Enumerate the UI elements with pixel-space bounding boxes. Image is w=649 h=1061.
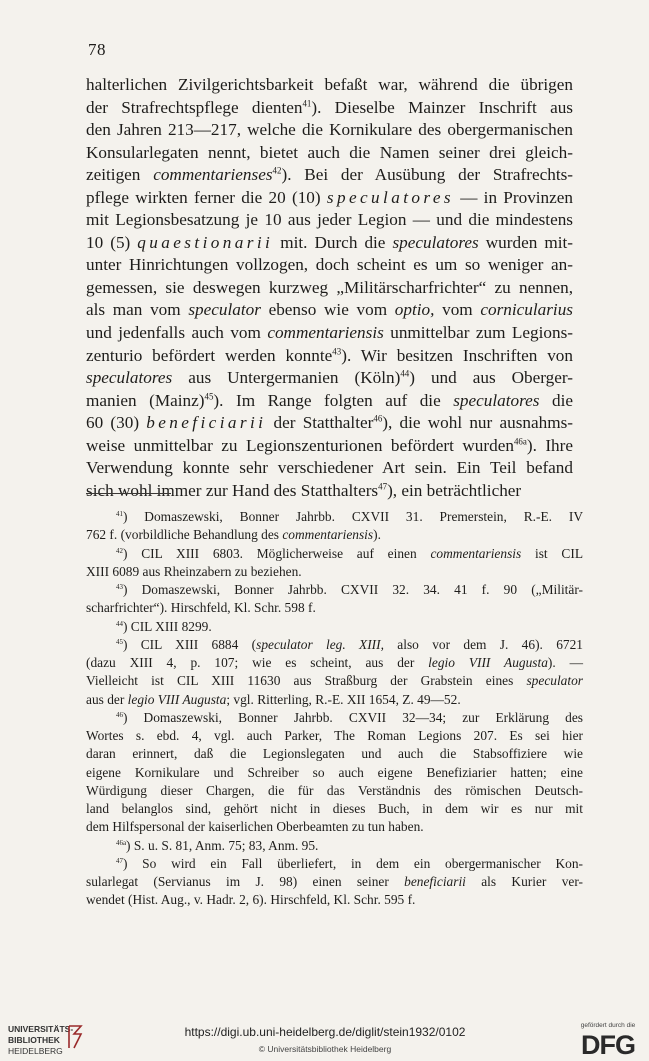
text-segment: mit. Durch die bbox=[273, 232, 393, 252]
text-segment: ) CIL XIII 6803. Möglicherweise auf einen bbox=[122, 545, 431, 561]
text-segment: Konsularlegaten nennt, bietet auch die Namen seiner drei gleich- bbox=[86, 142, 573, 162]
text-segment: halterlichen Zivilgerichtsbarkeit befaßt war, während die übrigen bbox=[86, 75, 573, 94]
text-segment: ), die wohl nur ausnahms- bbox=[382, 413, 573, 433]
text-segment: unmittelbar zum Legions- bbox=[383, 323, 573, 343]
text-segment: land belanglos sind, gehört nicht in dieses Buch, in dem wir es nur mit bbox=[86, 801, 583, 816]
library-logo-text[interactable] bbox=[8, 1024, 73, 1057]
footnote-reference: 46 bbox=[373, 413, 383, 424]
body-text bbox=[86, 74, 573, 502]
body-line bbox=[86, 435, 573, 458]
body-line bbox=[86, 277, 573, 300]
footnote-line bbox=[86, 691, 583, 709]
text-segment: dem Hilfspersonal der kaiserlichen Oberbeamten zu tun haben. bbox=[86, 819, 424, 835]
text-segment: speculatores bbox=[326, 187, 454, 207]
text-segment: 762 f. (vorbildliche Behandlung des bbox=[86, 527, 283, 543]
footnote-line bbox=[86, 545, 583, 563]
text-segment: ) Domaszewski, Bonner Jahrbb. CXVII 32. 34. 41 f. 90 („Militär- bbox=[122, 582, 583, 597]
text-segment: mit Legionsbesatzung je 10 aus jeder Legion — und die mindestens bbox=[86, 210, 573, 230]
text-segment: ) S. u. S. 81, Anm. 75; 83, Anm. 95. bbox=[126, 837, 319, 853]
footnote-line bbox=[86, 818, 583, 836]
footnote-reference: 44 bbox=[116, 619, 123, 628]
body-line bbox=[86, 209, 573, 232]
text-segment: ) CIL XIII 8299. bbox=[122, 618, 212, 634]
footnote-line bbox=[86, 618, 583, 636]
text-segment: ). Im Range folgten auf die bbox=[213, 390, 454, 410]
text-segment: Verwendung konnte sehr verschiedener Art sein. Ein Teil befand bbox=[86, 458, 573, 478]
footnote-reference: 45 bbox=[116, 637, 123, 646]
text-segment: pflege wirkten ferner die 20 (10) bbox=[86, 187, 327, 207]
text-segment: speculatores bbox=[392, 232, 479, 252]
funder-label: gefördert durch die bbox=[580, 1022, 636, 1029]
footnote-line bbox=[86, 727, 583, 745]
text-segment: den Jahren 213—217, welche die Kornikulare des obergermanischen bbox=[86, 120, 573, 140]
text-segment: ) Domaszewski, Bonner Jahrbb. CXVII 32—34; zur Erklärung des bbox=[122, 709, 583, 725]
footnote-reference: 47 bbox=[378, 481, 388, 492]
text-segment: wurden mit- bbox=[478, 232, 573, 252]
body-line bbox=[86, 345, 573, 368]
text-segment: sularlegat (Servianus im J. 98) einen seiner bbox=[86, 874, 405, 889]
footnote-line bbox=[86, 526, 583, 544]
text-segment: wendet (Hist. Aug., v. Hadr. 2, 6). Hirschfeld, Kl. Schr. 595 f. bbox=[86, 892, 416, 908]
text-segment: 60 (30) bbox=[86, 413, 147, 433]
text-segment: weise unmittelbar zu Legionszenturionen befördert wurden bbox=[86, 435, 514, 455]
body-line bbox=[86, 142, 573, 165]
text-segment: aus Untergermanien (Köln) bbox=[172, 368, 401, 388]
text-segment: ). bbox=[373, 527, 381, 543]
footnote-reference: 46a bbox=[513, 436, 527, 447]
footnote-line bbox=[86, 891, 583, 909]
text-segment: ), ein beträchtlicher bbox=[387, 480, 522, 500]
body-line bbox=[86, 74, 573, 97]
footnote-line bbox=[86, 837, 583, 855]
body-line bbox=[86, 97, 573, 120]
text-segment: — in Provinzen bbox=[453, 187, 574, 207]
body-line bbox=[86, 164, 573, 187]
text-segment: als Kurier ver- bbox=[465, 874, 583, 889]
text-segment: und jedenfalls auch vom bbox=[86, 323, 268, 343]
footnote-reference: 41 bbox=[302, 97, 312, 108]
text-segment: daran erinnert, daß die Legionslegaten und auch die Stabsoffiziere wie bbox=[86, 746, 583, 762]
text-segment: ebenso wie vom bbox=[260, 300, 395, 320]
footnote-rule bbox=[86, 493, 171, 494]
text-segment: speculatores bbox=[86, 368, 173, 388]
footnote-reference: 43 bbox=[332, 345, 342, 356]
footnote-line bbox=[86, 855, 583, 873]
text-segment: vom bbox=[434, 300, 481, 320]
text-segment: commentariensis bbox=[282, 527, 374, 543]
footnote-line bbox=[86, 563, 583, 581]
text-segment: Würdigung dieser Chargen, die für das Verständnis des römischen Deutsch- bbox=[86, 782, 583, 798]
digitization-footer bbox=[0, 1012, 649, 1061]
library-line: UNIVERSITÄTS- bbox=[8, 1024, 74, 1034]
footnote-line bbox=[86, 800, 583, 818]
text-segment: beneficiarii bbox=[146, 413, 267, 433]
text-segment: ). Dieselbe Mainzer Inschrift aus bbox=[311, 97, 573, 117]
body-line bbox=[86, 367, 573, 390]
text-segment: eigene Kornikulare und Schreiber so auch eigene Benefiziarier hatten; eine bbox=[86, 764, 583, 780]
text-segment: speculator bbox=[188, 300, 261, 320]
text-segment: der Strafrechtspflege dienten bbox=[86, 97, 303, 117]
copyright-notice: © Universitätsbibliothek Heidelberg bbox=[258, 1044, 392, 1054]
text-segment: optio, bbox=[394, 300, 435, 320]
text-segment: speculator leg. XIII, bbox=[256, 636, 384, 652]
text-segment: gemessen, sie deswegen kurzweg „Militärscharfrichter“ zu nennen, bbox=[86, 277, 573, 297]
text-segment: ist CIL bbox=[521, 545, 583, 561]
text-segment: ). Wir besitzen Inschriften von bbox=[341, 345, 573, 365]
text-segment: Vielleicht ist CIL XIII 11630 aus Straßburg der Grabstein eines bbox=[86, 673, 527, 689]
footnote-line bbox=[86, 745, 583, 763]
body-line bbox=[86, 457, 573, 480]
footnote-line bbox=[86, 654, 583, 672]
text-segment: quaestionarii bbox=[137, 232, 274, 252]
text-segment: commentariensis bbox=[267, 323, 384, 343]
text-segment: die bbox=[539, 390, 574, 410]
footnote-reference: 47 bbox=[116, 856, 123, 865]
text-segment: speculatores bbox=[453, 390, 540, 410]
text-segment: Wortes s. ebd. 4, vgl. auch Parker, The Roman Legions 207. Es sei hier bbox=[86, 728, 583, 743]
body-line bbox=[86, 480, 573, 503]
text-segment: (dazu XIII 4, p. 107; wie es scheint, aus der bbox=[86, 655, 429, 670]
library-line: BIBLIOTHEK bbox=[8, 1035, 60, 1045]
text-segment: legio VIII Augusta bbox=[428, 655, 548, 670]
footnote-line bbox=[86, 709, 583, 727]
footnote-reference: 42 bbox=[116, 546, 123, 555]
page-url-link[interactable]: https://digi.ub.uni-heidelberg.de/diglit/stein1932/0102 bbox=[184, 1025, 466, 1039]
body-line bbox=[86, 187, 573, 210]
footnote-line bbox=[86, 599, 583, 617]
footnotes bbox=[86, 508, 583, 910]
text-segment: als man vom bbox=[86, 300, 189, 320]
footnote-line bbox=[86, 764, 583, 782]
text-segment: ) CIL XIII 6884 ( bbox=[122, 636, 257, 652]
text-segment: ) und aus Oberger- bbox=[409, 368, 573, 388]
text-segment: ; vgl. Ritterling, R.-E. XII 1654, Z. 49—52. bbox=[226, 691, 461, 707]
body-line bbox=[86, 390, 573, 413]
text-segment: legio VIII Augusta bbox=[127, 691, 227, 707]
footnote-reference: 42 bbox=[272, 165, 282, 176]
footnote-reference: 46 bbox=[116, 710, 123, 719]
text-segment: beneficiarii bbox=[404, 874, 466, 889]
page-number: 78 bbox=[88, 40, 106, 59]
text-segment: 10 (5) bbox=[86, 232, 138, 252]
text-segment: ). — bbox=[547, 655, 583, 670]
footnote-reference: 41 bbox=[116, 509, 123, 518]
text-segment: manien (Mainz) bbox=[86, 390, 205, 410]
footnote-reference: 46a bbox=[116, 838, 127, 847]
text-segment: aus der bbox=[86, 691, 128, 707]
body-line bbox=[86, 254, 573, 277]
text-segment: scharfrichter“). Hirschfeld, Kl. Schr. 598 f. bbox=[86, 600, 316, 616]
footnote-reference: 45 bbox=[204, 390, 214, 401]
text-segment: also vor dem J. 46). 6721 bbox=[383, 636, 583, 652]
library-line: HEIDELBERG bbox=[8, 1046, 63, 1056]
text-segment: unter Hinrichtungen vollzogen, doch scheint es um so weniger an- bbox=[86, 255, 573, 275]
footnote-line bbox=[86, 873, 583, 891]
text-segment: commentariensis bbox=[430, 545, 522, 561]
footnote-line bbox=[86, 508, 583, 526]
body-line bbox=[86, 299, 573, 322]
dfg-logo[interactable]: DFG bbox=[581, 1030, 635, 1060]
library-emblem-icon bbox=[66, 1024, 86, 1050]
footnote-line bbox=[86, 782, 583, 800]
footnote-reference: 44 bbox=[400, 368, 410, 379]
text-segment: sich wohl immer zur Hand des Statthalters bbox=[86, 480, 379, 500]
footnote-line bbox=[86, 672, 583, 690]
text-segment: commentarienses bbox=[153, 165, 273, 185]
text-segment: ) So wird ein Fall überliefert, in dem ein obergermanischer Kon- bbox=[122, 855, 583, 871]
footnote-reference: 43 bbox=[116, 582, 123, 591]
body-line bbox=[86, 232, 573, 255]
text-segment: cornicularius bbox=[480, 300, 573, 320]
text-segment: ) Domaszewski, Bonner Jahrbb. CXVII 31. Premerstein, R.-E. IV bbox=[122, 509, 583, 524]
text-segment: ). Ihre bbox=[526, 435, 573, 455]
text-segment: XIII 6089 aus Rheinzabern zu beziehen. bbox=[86, 563, 302, 579]
text-segment: speculator bbox=[526, 673, 583, 689]
body-line bbox=[86, 119, 573, 142]
body-line bbox=[86, 322, 573, 345]
text-segment: ). Bei der Ausübung der Strafrechts- bbox=[281, 165, 574, 185]
footnote-line bbox=[86, 636, 583, 654]
text-segment: zenturio befördert werden konnte bbox=[86, 345, 333, 365]
text-segment: zeitigen bbox=[86, 165, 154, 185]
text-segment: der Statthalter bbox=[266, 413, 374, 433]
footnote-line bbox=[86, 581, 583, 599]
body-line bbox=[86, 412, 573, 435]
